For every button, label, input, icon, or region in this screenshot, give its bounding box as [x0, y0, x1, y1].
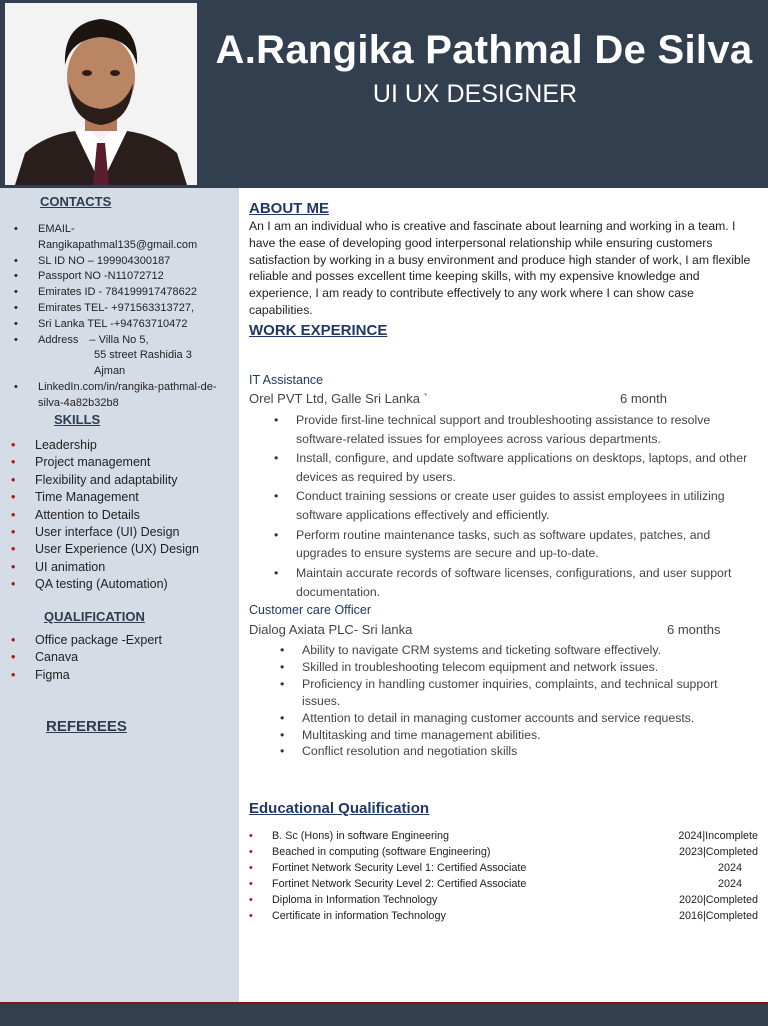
contacts-list [14, 222, 236, 412]
job-duration: 6 months [667, 622, 721, 637]
duty-item: • Proficiency in handling customer inquiries, complaints, and technical support issues. [276, 676, 746, 710]
education-year: 2020|Completed [678, 894, 758, 906]
education-name: • Diploma in Information Technology [272, 894, 438, 906]
education-item [249, 844, 758, 860]
skills-list [11, 437, 236, 594]
contact-email[interactable]: • EMAIL- Rangikapathmal135@gmail.com [14, 222, 236, 254]
candidate-name: A.Rangika Pathmal De Silva [215, 28, 753, 72]
skill-item: • Flexibility and adaptability [11, 472, 236, 489]
education-item [249, 860, 758, 876]
footer-bar [0, 1002, 768, 1026]
contact-address [14, 333, 236, 380]
job-duties-list [270, 411, 756, 602]
skill-item: • Project management [11, 454, 236, 471]
education-name: • B. Sc (Hons) in software Engineering [272, 830, 450, 842]
duty-item: • Multitasking and time management abilities. [276, 727, 746, 744]
candidate-role: UI UX DESIGNER [372, 80, 578, 108]
education-item [249, 876, 758, 892]
skill-item: • QA testing (Automation) [11, 576, 236, 593]
education-year: 2016|Completed [678, 910, 758, 922]
education-year: 2024 [717, 878, 742, 890]
duty-item: • Provide first-line technical support and troubleshooting assistance to resolve software-related issues for employees across various departments. [270, 411, 756, 449]
job-company: Dialog Axiata PLC- Sri lanka [249, 622, 413, 637]
address-line-3: Ajman [94, 365, 126, 378]
qualification-item: • Office package -Expert [11, 632, 236, 649]
job-title: Customer care Officer [249, 603, 372, 617]
contact-linkedin[interactable]: • LinkedIn.com/in/rangika-pathmal-de-silva-4a82b32b8 [14, 380, 236, 412]
contact-sl-id: • SL ID NO – 199904300187 [14, 254, 236, 270]
job-title: IT Assistance [249, 373, 324, 387]
duty-item: • Install, configure, and update software applications on desktops, laptops, and other devices as required by users. [270, 449, 756, 487]
skill-item: • Time Management [11, 489, 236, 506]
address-line-1: – Villa No 5, [89, 333, 149, 346]
job-duties-list [276, 642, 746, 760]
duty-item: • Perform routine maintenance tasks, such as software updates, patches, and upgrades to ensure systems are secure and up-to-date. [270, 526, 756, 564]
education-list [249, 828, 758, 924]
contact-emirates-id: • Emirates ID - 784199917478622 [14, 285, 236, 301]
education-item [249, 828, 758, 844]
education-item [249, 908, 758, 924]
about-text: An I am an individual who is creative and fascinate about learning and working in a team. I have the ease of developing good interpersonal relationship while ensuring customers satisfaction by working in a busy environment and produce high stander of work, I am flexible reliable and posses excellent time keeping skills, with my expensive knowledge and experience, I am ready to contribute effectively to any work where I can show case capabilities. [249, 219, 751, 317]
education-name: • Fortinet Network Security Level 1: Certified Associate [272, 862, 527, 874]
education-item [249, 892, 758, 908]
contacts-heading: CONTACTS [40, 194, 112, 209]
skill-item: • Attention to Details [11, 507, 236, 524]
duty-item: • Maintain accurate records of software licenses, configurations, and user support documentation. [270, 564, 756, 602]
skill-item: • User interface (UI) Design [11, 524, 236, 541]
education-year: 2024|Incomplete [678, 830, 758, 842]
education-name: • Beached in computing (software Engineering) [272, 846, 491, 858]
duty-item: • Conflict resolution and negotiation skills [276, 743, 746, 760]
education-name: • Fortinet Network Security Level 2: Certified Associate [272, 878, 527, 890]
referees-heading: REFEREES [46, 718, 127, 735]
address-line-2: 55 street Rashidia 3 [94, 349, 192, 362]
work-heading: WORK EXPERINCE [249, 322, 388, 339]
contact-emirates-tel: • Emirates TEL- +971563313727, [14, 301, 236, 317]
skill-item: • UI animation [11, 559, 236, 576]
education-year: 2024 [717, 862, 742, 874]
education-name: • Certificate in information Technology [272, 910, 446, 922]
header-banner [0, 0, 768, 188]
address-label: Address [38, 333, 79, 346]
contact-passport: • Passport NO -N11072712 [14, 269, 236, 285]
skills-heading: SKILLS [54, 412, 101, 427]
education-year: 2023|Completed [678, 846, 758, 858]
duty-item: • Attention to detail in managing customer accounts and service requests. [276, 710, 746, 727]
duty-item: • Skilled in troubleshooting telecom equipment and network issues. [276, 659, 746, 676]
qualification-heading: QUALIFICATION [44, 609, 145, 624]
person-photo-icon [5, 3, 197, 185]
qualification-item: • Figma [11, 667, 236, 684]
job-duration: 6 month [620, 391, 667, 406]
profile-photo [5, 3, 197, 185]
skill-item: • Leadership [11, 437, 236, 454]
about-heading: ABOUT ME [249, 200, 329, 217]
qualification-list [11, 632, 236, 684]
skill-item: • User Experience (UX) Design [11, 541, 236, 558]
duty-item: • Ability to navigate CRM systems and ticketing software effectively. [276, 642, 746, 659]
job-company: Orel PVT Ltd, Galle Sri Lanka ` [249, 391, 428, 406]
qualification-item: • Canava [11, 649, 236, 666]
contact-srilanka-tel: • Sri Lanka TEL -+94763710472 [14, 317, 236, 333]
duty-item: • Conduct training sessions or create user guides to assist employees in utilizing software applications effectively and efficiently. [270, 487, 756, 525]
education-heading: Educational Qualification [249, 800, 430, 817]
